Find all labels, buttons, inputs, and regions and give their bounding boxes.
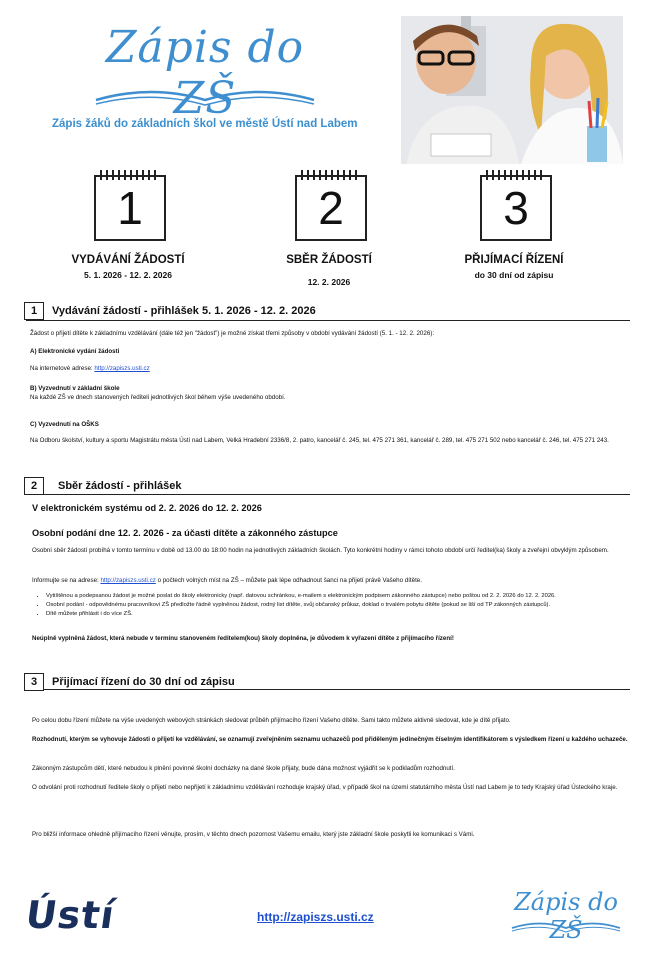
option-c-text: Na Odboru školství, kultury a sportu Magistrátu města Ústí nad Labem, Velká Hradební 2336/8, 2. patro, kancelář č. 245, tel. 475 271 361, kancelář č. 289, tel. 475 271 502 nebo kancelář č. 246, tel. 475 271 243. xyxy=(30,437,609,444)
children-photo xyxy=(401,16,623,164)
option-a-title: A) Elektronické vydání žádosti xyxy=(30,348,120,355)
step-2-calendar-icon xyxy=(295,175,367,241)
section-2-bullet-list xyxy=(32,592,632,619)
section-2-p2-post: o počtech volných míst na ZŠ – můžete pak lépe odhadnout šanci na přijetí právě Vašeho dítěte. xyxy=(157,577,422,584)
step-2-number: 2 xyxy=(318,182,344,234)
section-3-number: 3 xyxy=(24,673,44,691)
open-book-icon xyxy=(92,78,318,108)
footer-open-book-icon xyxy=(510,916,622,934)
list-item: • Dítě můžete přihlásit i do více ZŠ. xyxy=(46,610,632,619)
page-subtitle: Zápis žáků do základních škol ve městě Ústí nad Labem xyxy=(52,118,358,130)
step-3-calendar-icon xyxy=(480,175,552,241)
section-3-paragraph-5: Pro bližší informace ohledně přijímacího řízení věnujte, prosím, v těchto dnech pozornost Vašemu emailu, který jste základní škole poskytli ke komunikaci s Vámi. xyxy=(32,831,475,838)
section-2-paragraph-2 xyxy=(32,576,630,585)
step-2-title: SBĚR ŽÁDOSTÍ xyxy=(286,254,372,266)
list-item: • Osobní podání - odpovědnému pracovníkovi ZŠ předložte řádně vyplněnou žádost, rodný list dítěte, svůj občanský průkaz, doklad o trvalém pobytu dítěte (pokud se liší od TP zákonných zástupců). xyxy=(46,601,632,610)
list-item: • Vytištěnou a podepsanou žádost je možné poslat do školy elektronicky (např. datovou schránkou, e-mailem s elektronickým podpisem zákonného zástupce) nebo poštou od 2. 2. 2026 do 12. 2. 2026. xyxy=(46,592,632,601)
step-3-number: 3 xyxy=(503,182,529,234)
section-3-title: Přijímací řízení do 30 dní od zápisu xyxy=(52,676,235,688)
section-2-electronic: V elektronickém systému od 2. 2. 2026 do 12. 2. 2026 xyxy=(32,503,262,513)
step-3-date: do 30 dní od zápisu xyxy=(474,270,554,280)
section-1-title: Vydávání žádostí - přihlášek 5. 1. 2026 - 12. 2. 2026 xyxy=(52,305,316,317)
footer-zapiszs-link[interactable]: http://zapiszs.usti.cz xyxy=(257,910,374,924)
zapis-logo-title: Zápis do ZŠ xyxy=(105,22,305,124)
usti-city-logo: Ústí xyxy=(22,893,118,937)
section-3-paragraph-2: Rozhodnutí, kterým se vyhovuje žádosti o přijetí ke vzdělávání, se oznamují zveřejněním seznamu uchazečů pod přiděleným jedinečným číselným identifikátorem s výsledkem řízení u každého uchazeče. xyxy=(32,736,628,743)
step-1-calendar-icon xyxy=(94,175,166,241)
section-2-p2-pre: Informujte se na adrese: xyxy=(32,577,99,584)
section-1-divider xyxy=(26,320,630,321)
section-2-paragraph-1: Osobní sběr žádostí probíhá v tomto termínu v době od 13.00 do 18:00 hodin na jednotlivých základních školách. Tyto konkrétní hodiny v rámci tohoto období určí ředitel(ka) školy a zveřejní obvyklým způsobem. xyxy=(32,547,609,554)
option-a-text xyxy=(30,364,150,373)
section-1-number: 1 xyxy=(24,302,44,320)
section-1-intro: Žádost o přijetí dítěte k základnímu vzdělávání (dále též jen "žádost") je možné získat třemi způsoby v období vydávání žádostí (5. 1. - 12. 2. 2026): xyxy=(30,330,435,337)
step-1-number: 1 xyxy=(117,182,143,234)
section-3-paragraph-3: Zákonným zástupcům dětí, které nebudou k plnění povinné školní docházky na dané škole přijaty, bude dána možnost vyjádřit se k podkladům rozhodnutí. xyxy=(32,765,455,772)
section-2-title: Sběr žádostí - přihlášek xyxy=(58,480,182,492)
section-3-paragraph-4: O odvolání proti rozhodnutí ředitele školy o přijetí nebo nepřijetí k základnímu vzdělávání rozhoduje krajský úřad, v případě škol na území statutárního města Ústí nad Labem je to tedy Krajský úřad Ústeckého kraje. xyxy=(32,784,618,791)
step-2-date: 12. 2. 2026 xyxy=(307,277,351,287)
zapiszs-link-2[interactable]: http://zapiszs.usti.cz xyxy=(100,577,156,584)
section-2-personal: Osobní podání dne 12. 2. 2026 - za účasti dítěte a zákonného zástupce xyxy=(32,528,338,538)
option-c-title: C) Vyzvednutí na OŠKS xyxy=(30,421,99,428)
step-1-title: VYDÁVÁNÍ ŽÁDOSTÍ xyxy=(71,254,185,266)
zapiszs-link-1[interactable]: http://zapiszs.usti.cz xyxy=(94,365,150,372)
section-3-paragraph-1: Po celou dobu řízení můžete na výše uvedených webových stránkách sledovat průběh přijímacího řízení Vašeho dítěte. Sami takto můžete aktivně sledovat, kde je dítě přijato. xyxy=(32,717,511,724)
option-b-text: Na každé ZŠ ve dnech stanovených řediteli jednotlivých škol během výše uvedeného období. xyxy=(30,394,286,401)
footer-zapis-logo: Zápis do ZŠ xyxy=(514,888,618,944)
section-3-divider xyxy=(26,689,630,690)
step-1-date: 5. 1. 2026 - 12. 2. 2026 xyxy=(84,270,172,280)
option-b-title: B) Vyzvednutí v základní škole xyxy=(30,385,120,392)
step-3-title: PŘIJÍMACÍ ŘÍZENÍ xyxy=(464,254,564,266)
option-a-label: Na internetové adrese: xyxy=(30,365,93,372)
section-2-warning: Neúplně vyplněná žádost, která nebude v termínu stanoveném ředitelem(kou) školy doplněna, je důvodem k vyřazení dítěte z přijímacího řízení! xyxy=(32,635,454,642)
section-2-number: 2 xyxy=(24,477,44,495)
section-2-divider xyxy=(26,494,630,495)
